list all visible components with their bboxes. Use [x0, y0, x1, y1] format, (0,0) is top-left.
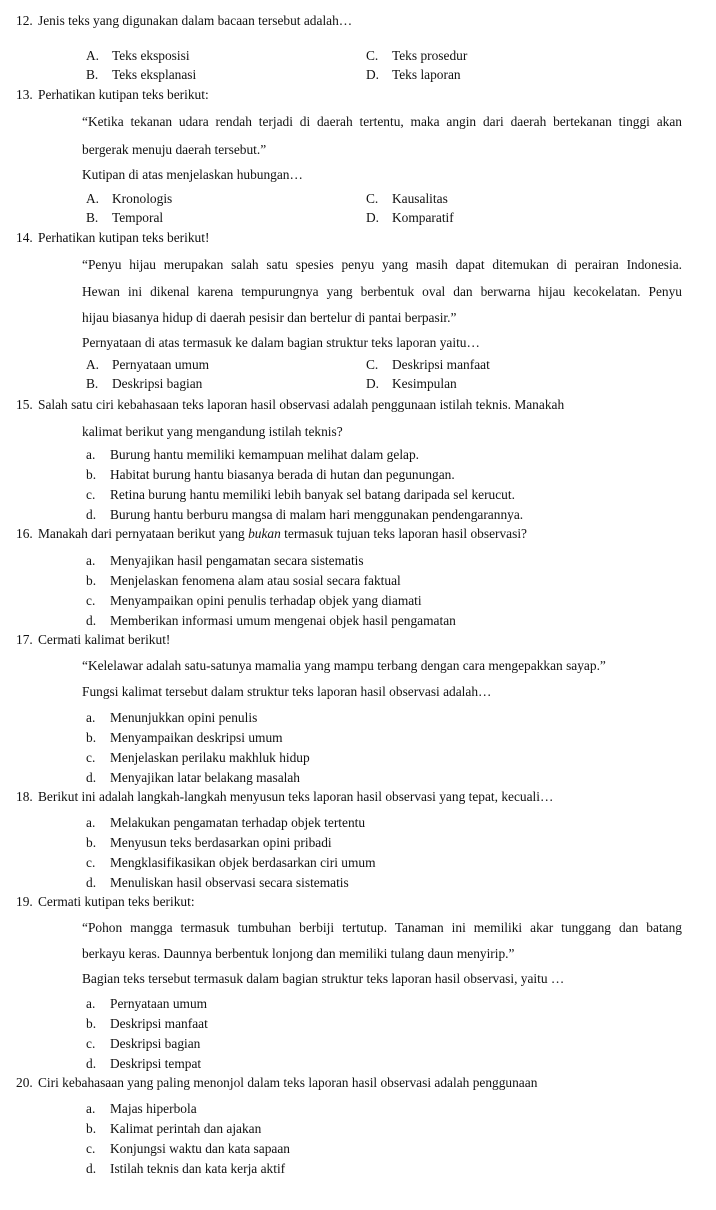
question-number: 18.	[16, 789, 33, 804]
option-15-c: c. Retina burung hantu memiliki lebih banyak sel batang daripada sel kerucut.	[86, 487, 515, 502]
option-17-b: b. Menyampaikan deskripsi umum	[86, 730, 283, 745]
question-text-after: termasuk tujuan teks laporan hasil observasi?	[280, 526, 527, 541]
option-16-b: b. Menjelaskan fenomena alam atau sosial secara faktual	[86, 573, 401, 588]
question-15-line-2: kalimat berikut yang mengandung istilah teknis?	[82, 424, 343, 439]
quote-13-line-1: “Ketika tekanan udara rendah terjadi di daerah tertentu, maka angin dari daerah bertekanan tinggi akan	[82, 114, 682, 129]
question-text: Cermati kutipan teks berikut:	[38, 894, 195, 909]
quote-14-line-3: hijau biasanya hidup di daerah pesisir dan bertelur di pantai berpasir.”	[82, 310, 457, 325]
quote-13-line-2: bergerak menuju daerah tersebut.”	[82, 142, 267, 157]
prompt-17: Fungsi kalimat tersebut dalam struktur teks laporan hasil observasi adalah…	[82, 684, 492, 699]
question-number: 20.	[16, 1075, 33, 1090]
question-text-before: Manakah dari pernyataan berikut yang	[38, 526, 249, 541]
option-18-d: d. Menuliskan hasil observasi secara sistematis	[86, 875, 349, 890]
option-19-c: c. Deskripsi bagian	[86, 1036, 201, 1051]
option-14-c: C. Deskripsi manfaat	[366, 357, 490, 372]
question-number: 16.	[16, 526, 33, 541]
option-12-b: B. Teks eksplanasi	[86, 67, 197, 82]
question-12	[16, 13, 352, 29]
question-text-emphasis: bukan	[248, 526, 281, 541]
option-14-d: D. Kesimpulan	[366, 376, 457, 391]
question-text: Perhatikan kutipan teks berikut!	[38, 230, 210, 245]
option-20-a: a. Majas hiperbola	[86, 1101, 197, 1116]
prompt-14: Pernyataan di atas termasuk ke dalam bagian struktur teks laporan yaitu…	[82, 335, 480, 350]
option-12-d: D. Teks laporan	[366, 67, 461, 82]
option-15-a: a. Burung hantu memiliki kemampuan melihat dalam gelap.	[86, 447, 420, 462]
option-20-c: c. Konjungsi waktu dan kata sapaan	[86, 1141, 290, 1156]
option-18-b: b. Menyusun teks berdasarkan opini pribadi	[86, 835, 332, 850]
prompt-13: Kutipan di atas menjelaskan hubungan…	[82, 167, 303, 182]
option-15-d: d. Burung hantu berburu mangsa di malam hari menggunakan pendengarannya.	[86, 507, 524, 522]
option-17-a: a. Menunjukkan opini penulis	[86, 710, 258, 725]
option-15-b: b. Habitat burung hantu biasanya berada di hutan dan pegunungan.	[86, 467, 455, 482]
option-19-a: a. Pernyataan umum	[86, 996, 208, 1011]
option-14-b: B. Deskripsi bagian	[86, 376, 203, 391]
quote-19-line-2: berkayu keras. Daunnya berbentuk lonjong dan memiliki tulang daun menyirip.”	[82, 946, 515, 961]
question-13	[16, 87, 209, 103]
prompt-19: Bagian teks tersebut termasuk dalam bagian struktur teks laporan hasil observasi, yaitu …	[82, 971, 565, 986]
question-text: Jenis teks yang digunakan dalam bacaan tersebut adalah…	[38, 13, 353, 28]
quote-14-line-1: “Penyu hijau merupakan salah satu spesies penyu yang masih dapat ditemukan di perairan Indonesia.	[82, 257, 682, 272]
question-17	[16, 632, 170, 648]
question-number: 12.	[16, 13, 33, 28]
question-18	[16, 789, 553, 805]
question-number: 19.	[16, 894, 33, 909]
question-19	[16, 894, 195, 910]
question-text: Perhatikan kutipan teks berikut:	[38, 87, 209, 102]
question-text: Ciri kebahasaan yang paling menonjol dalam teks laporan hasil observasi adalah penggunaan	[38, 1075, 538, 1090]
question-number: 14.	[16, 230, 33, 245]
option-17-c: c. Menjelaskan perilaku makhluk hidup	[86, 750, 310, 765]
question-14	[16, 230, 209, 246]
question-text: Berikut ini adalah langkah-langkah menyusun teks laporan hasil observasi yang tepat, kecuali…	[38, 789, 554, 804]
question-text: Salah satu ciri kebahasaan teks laporan hasil observasi adalah penggunaan istilah teknis. Manakah	[38, 397, 565, 412]
option-16-d: d. Memberikan informasi umum mengenai objek hasil pengamatan	[86, 613, 456, 628]
option-12-c: C. Teks prosedur	[366, 48, 468, 63]
quote-14-line-2: Hewan ini dikenal karena tempurungnya yang berbentuk oval dan berwarna hijau kecokelatan. Penyu	[82, 284, 682, 299]
option-13-c: C. Kausalitas	[366, 191, 448, 206]
question-16	[16, 526, 527, 542]
question-20	[16, 1075, 537, 1091]
option-16-c: c. Menyampaikan opini penulis terhadap objek yang diamati	[86, 593, 422, 608]
question-number: 17.	[16, 632, 33, 647]
option-12-a: A. Teks eksposisi	[86, 48, 190, 63]
option-13-d: D. Komparatif	[366, 210, 454, 225]
option-18-c: c. Mengklasifikasikan objek berdasarkan ciri umum	[86, 855, 376, 870]
question-text: Cermati kalimat berikut!	[38, 632, 171, 647]
option-18-a: a. Melakukan pengamatan terhadap objek tertentu	[86, 815, 366, 830]
question-15	[16, 397, 686, 413]
quote-19-line-1: “Pohon mangga termasuk tumbuhan berbiji tertutup. Tanaman ini memiliki akar tunggang dan batang	[82, 920, 682, 935]
option-20-b: b. Kalimat perintah dan ajakan	[86, 1121, 262, 1136]
option-19-d: d. Deskripsi tempat	[86, 1056, 202, 1071]
option-13-b: B. Temporal	[86, 210, 164, 225]
option-13-a: A. Kronologis	[86, 191, 173, 206]
option-17-d: d. Menyajikan latar belakang masalah	[86, 770, 300, 785]
quote-17: “Kelelawar adalah satu-satunya mamalia yang mampu terbang dengan cara mengepakkan sayap.”	[82, 658, 606, 673]
question-number: 15.	[16, 397, 33, 412]
option-14-a: A. Pernyataan umum	[86, 357, 210, 372]
option-16-a: a. Menyajikan hasil pengamatan secara sistematis	[86, 553, 364, 568]
option-20-d: d. Istilah teknis dan kata kerja aktif	[86, 1161, 286, 1176]
option-19-b: b. Deskripsi manfaat	[86, 1016, 208, 1031]
question-number: 13.	[16, 87, 33, 102]
